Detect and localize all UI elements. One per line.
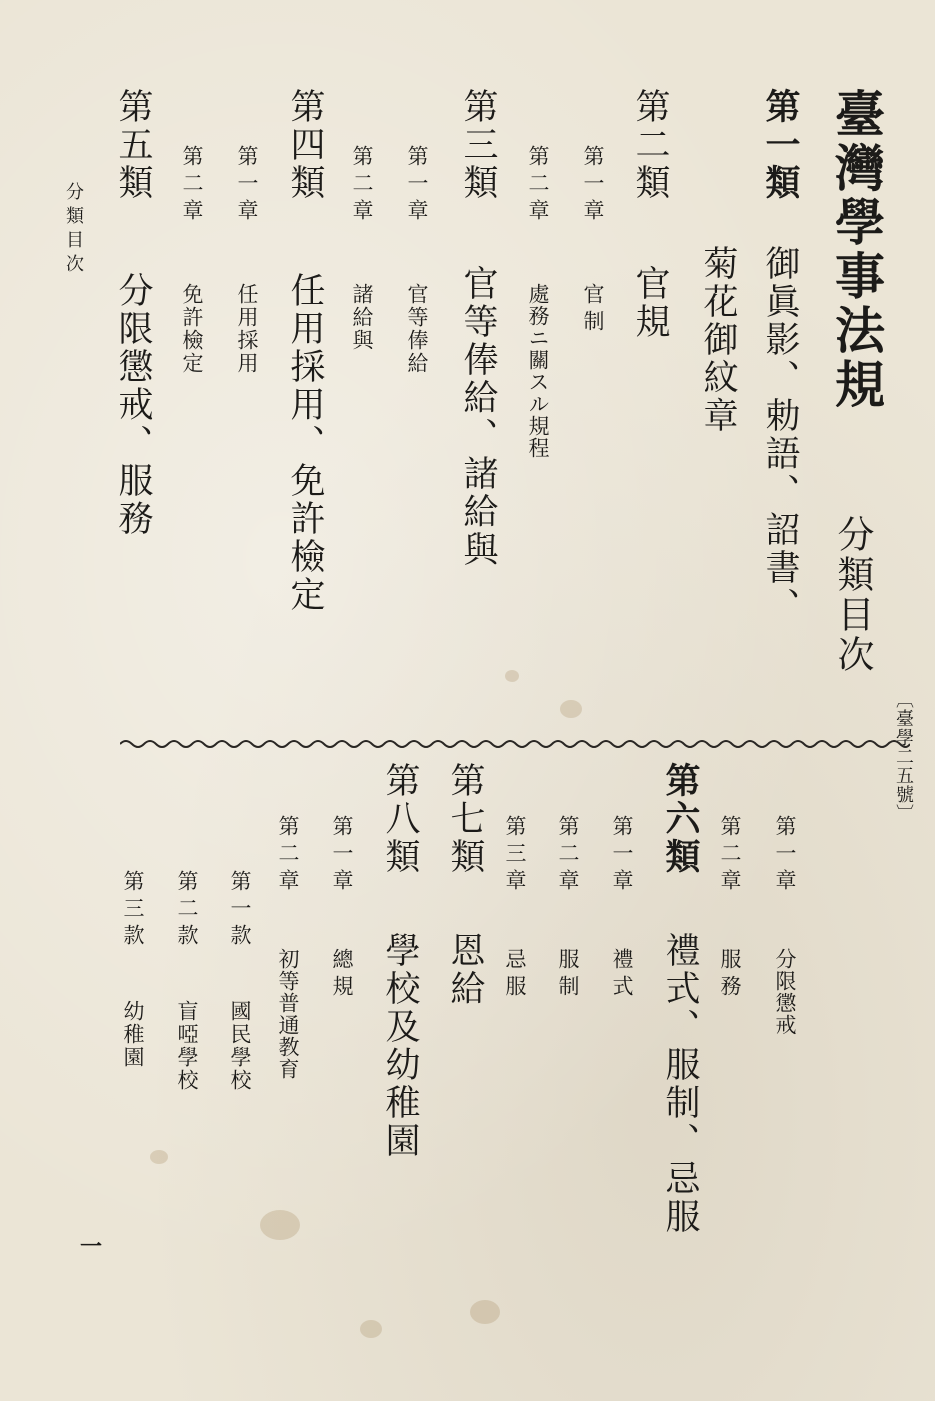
class8-content: 學校及幼稚園 (380, 932, 420, 1160)
class5-ch1-num: 第一章 (773, 815, 797, 896)
paper-stain (470, 1300, 500, 1324)
class4-ch2-num: 第二章 (180, 145, 204, 226)
class1-heading: 第一類 (760, 88, 801, 202)
serial-number: 〔臺學二五號〕 (893, 690, 914, 823)
class2-ch1-text: 官制 (581, 283, 605, 337)
class8-sec2-text: 盲啞學校 (175, 1000, 199, 1092)
book-title: 臺灣學事法規 (827, 88, 886, 412)
class8-sec1-num: 第一款 (228, 870, 252, 951)
class6-heading: 第六類 (660, 762, 701, 876)
class6-ch2-text: 服制 (556, 948, 580, 1002)
class3-ch2-num: 第二章 (350, 145, 374, 226)
class5-ch2-text: 服務 (718, 948, 742, 1002)
class5-heading: 第五類 (113, 88, 153, 202)
class3-heading: 第三類 (458, 88, 498, 202)
class2-ch2-text: 處務ニ關スル規程 (526, 283, 550, 459)
paper-stain (560, 700, 582, 718)
class6-ch2-num: 第二章 (556, 815, 580, 896)
paper-stain (150, 1150, 168, 1164)
class8-heading: 第八類 (380, 762, 420, 876)
class4-ch1-text: 任用採用 (235, 283, 259, 375)
class8-sec3-num: 第三款 (121, 870, 145, 951)
class8-ch2-num: 第二章 (276, 815, 300, 896)
paper-stain (505, 670, 519, 682)
class8-sec1-text: 國民學校 (228, 1000, 252, 1092)
class6-ch1-num: 第一章 (610, 815, 634, 896)
wavy-divider (120, 737, 910, 751)
class8-ch1-text: 總規 (330, 948, 354, 1002)
class8-sec3-text: 幼稚園 (121, 1000, 145, 1069)
class3-ch1-num: 第一章 (405, 145, 429, 226)
class6-ch1-text: 禮式 (610, 948, 634, 1002)
class8-ch2-text: 初等普通教育 (276, 948, 300, 1080)
paper-stain (360, 1320, 382, 1338)
class2-ch2-num: 第二章 (526, 145, 550, 226)
class3-ch2-text: 諸給與 (350, 283, 374, 352)
class6-ch3-text: 忌服 (503, 948, 527, 1002)
class5-ch2-num: 第二章 (718, 815, 742, 896)
class4-ch2-text: 免許檢定 (180, 283, 204, 375)
class5-ch1-text: 分限懲戒 (773, 948, 797, 1036)
class2-ch1-num: 第一章 (581, 145, 605, 226)
class4-ch1-num: 第一章 (235, 145, 259, 226)
page-number: 一 (80, 1234, 103, 1260)
class7-content: 恩給 (445, 932, 485, 1008)
class7-heading: 第七類 (445, 762, 485, 876)
class8-ch1-num: 第一章 (330, 815, 354, 896)
class6-ch3-num: 第三章 (503, 815, 527, 896)
paper-stain (260, 1210, 300, 1240)
class3-ch1-text: 官等俸給 (405, 283, 429, 375)
class2-heading: 第二類 (630, 88, 670, 202)
side-running-head: 分類目次 (63, 182, 84, 278)
class8-sec2-num: 第二款 (175, 870, 199, 951)
class4-content: 任用採用、免許檢定 (285, 272, 325, 614)
class3-content: 官等俸給、諸給與 (458, 265, 498, 569)
class6-content: 禮式、服制、忌服 (660, 932, 700, 1236)
book-subtitle: 分類目次 (831, 515, 874, 675)
class1-content-cont: 菊花御紋章 (698, 245, 738, 435)
class5-content: 分限懲戒、服務 (113, 272, 153, 538)
class2-content: 官規 (630, 265, 670, 341)
class4-heading: 第四類 (285, 88, 325, 202)
class1-content: 御眞影、勅語、詔書、 (760, 245, 800, 625)
